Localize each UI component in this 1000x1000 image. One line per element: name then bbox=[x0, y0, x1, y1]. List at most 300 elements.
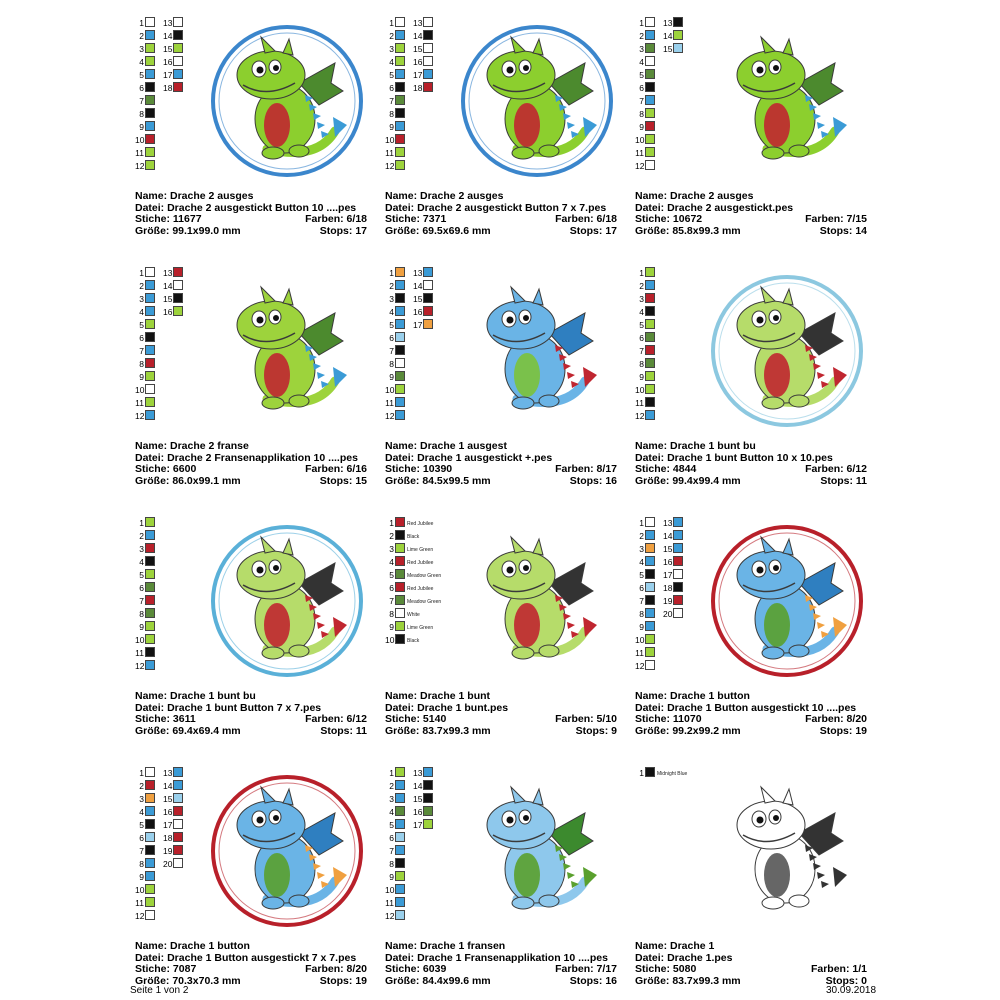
color-stop-number: 8 bbox=[389, 609, 394, 619]
color-stop-number: 11 bbox=[135, 148, 144, 158]
color-swatch bbox=[145, 660, 155, 670]
color-stop bbox=[663, 569, 683, 579]
color-swatch bbox=[645, 543, 655, 553]
color-swatch bbox=[145, 517, 155, 527]
color-swatch bbox=[145, 147, 155, 157]
color-count: Farben: 8/20 bbox=[805, 713, 867, 725]
design-info bbox=[635, 191, 867, 237]
color-swatch bbox=[173, 43, 183, 53]
color-count: Farben: 7/15 bbox=[805, 213, 867, 225]
design-card bbox=[385, 267, 617, 497]
color-stop bbox=[135, 358, 155, 368]
color-swatch bbox=[173, 845, 183, 855]
color-stop-number: 9 bbox=[639, 622, 644, 632]
color-stop bbox=[163, 280, 183, 290]
color-swatch bbox=[423, 82, 433, 92]
color-stop-number: 9 bbox=[639, 372, 644, 382]
color-stop-number: 11 bbox=[385, 898, 394, 908]
color-swatch bbox=[395, 371, 405, 381]
color-swatch bbox=[645, 582, 655, 592]
color-stop-number: 7 bbox=[139, 596, 144, 606]
color-stop bbox=[135, 582, 155, 592]
color-stop bbox=[135, 82, 155, 92]
design-name: Name: Drache 2 ausges bbox=[135, 190, 254, 202]
stitch-count: Stiche: 10672 bbox=[635, 213, 703, 225]
color-swatch bbox=[645, 767, 655, 777]
color-stop-number: 17 bbox=[413, 820, 423, 830]
color-swatch bbox=[423, 767, 433, 777]
color-swatch bbox=[645, 384, 655, 394]
color-swatch bbox=[395, 30, 405, 40]
color-stop-number: 2 bbox=[139, 531, 144, 541]
color-swatch bbox=[395, 82, 405, 92]
color-stop-number: 5 bbox=[639, 570, 644, 580]
color-stop bbox=[385, 621, 433, 631]
color-stop-number: 11 bbox=[135, 648, 144, 658]
color-stop bbox=[385, 108, 405, 118]
stop-count: Stops: 17 bbox=[319, 224, 367, 237]
color-stop-number: 5 bbox=[389, 570, 394, 580]
color-swatch bbox=[173, 806, 183, 816]
color-stop bbox=[635, 267, 655, 277]
color-swatch bbox=[645, 332, 655, 342]
color-stop bbox=[635, 358, 655, 368]
color-swatch bbox=[173, 793, 183, 803]
color-stop bbox=[635, 621, 655, 631]
color-stop bbox=[413, 43, 433, 53]
color-swatch bbox=[673, 595, 683, 605]
color-swatch bbox=[145, 280, 155, 290]
color-stop bbox=[413, 780, 433, 790]
stitch-count: Stiche: 6600 bbox=[135, 463, 197, 475]
stitch-count: Stiche: 3611 bbox=[135, 713, 196, 725]
color-stop bbox=[135, 832, 155, 842]
color-swatch bbox=[395, 56, 405, 66]
design-card bbox=[385, 767, 617, 997]
color-stop bbox=[663, 517, 683, 527]
color-stop bbox=[413, 793, 433, 803]
color-swatch bbox=[395, 517, 405, 527]
color-stop-number: 12 bbox=[135, 911, 145, 921]
design-name: Name: Drache 1 bunt bu bbox=[635, 440, 756, 452]
color-stop bbox=[135, 410, 155, 420]
color-swatch bbox=[395, 845, 405, 855]
thread-name: Midnight Blue bbox=[657, 771, 688, 777]
color-stop-number: 15 bbox=[163, 294, 173, 304]
design-info bbox=[385, 691, 617, 737]
thread-name: Lime Green bbox=[407, 547, 434, 553]
color-stop bbox=[635, 543, 655, 553]
color-swatch bbox=[145, 595, 155, 605]
color-stop bbox=[163, 30, 183, 40]
color-stop bbox=[163, 293, 183, 303]
color-stop bbox=[385, 371, 405, 381]
color-swatch bbox=[673, 556, 683, 566]
color-swatch bbox=[645, 43, 655, 53]
color-stop bbox=[135, 134, 155, 144]
color-swatch bbox=[673, 17, 683, 27]
color-stop-number: 1 bbox=[139, 518, 144, 528]
color-stop bbox=[635, 17, 655, 27]
color-swatch bbox=[423, 293, 433, 303]
color-stop-number: 1 bbox=[139, 18, 144, 28]
color-stop-number: 10 bbox=[385, 885, 395, 895]
color-swatch bbox=[645, 293, 655, 303]
color-swatch bbox=[173, 832, 183, 842]
color-stop-number: 10 bbox=[635, 385, 645, 395]
color-stop bbox=[385, 306, 405, 316]
color-stop bbox=[385, 358, 405, 368]
color-stop-number: 1 bbox=[639, 768, 644, 778]
color-stop bbox=[635, 556, 655, 566]
color-stop bbox=[163, 858, 183, 868]
color-swatch bbox=[145, 134, 155, 144]
color-stop-number: 7 bbox=[139, 846, 144, 856]
color-swatch bbox=[395, 608, 405, 618]
color-swatch bbox=[645, 595, 655, 605]
color-stop-number: 11 bbox=[385, 398, 394, 408]
color-stop bbox=[385, 806, 405, 816]
color-stop-number: 12 bbox=[635, 411, 645, 421]
color-swatch bbox=[645, 371, 655, 381]
color-stop bbox=[635, 121, 655, 131]
color-stop bbox=[413, 30, 433, 40]
color-stop bbox=[663, 608, 683, 618]
color-stop bbox=[413, 69, 433, 79]
color-stop bbox=[635, 108, 655, 118]
color-swatch bbox=[145, 332, 155, 342]
color-swatch bbox=[395, 108, 405, 118]
color-swatch bbox=[173, 17, 183, 27]
color-swatch bbox=[645, 147, 655, 157]
color-stop bbox=[135, 293, 155, 303]
color-stop bbox=[663, 43, 683, 53]
color-stop-number: 7 bbox=[389, 846, 394, 856]
color-swatch bbox=[173, 30, 183, 40]
design-size: Größe: 99.2x99.2 mm bbox=[635, 724, 741, 737]
color-swatch bbox=[173, 280, 183, 290]
color-count: Farben: 6/12 bbox=[805, 463, 867, 475]
color-swatch bbox=[145, 767, 155, 777]
color-swatch bbox=[673, 43, 683, 53]
color-swatch bbox=[145, 858, 155, 868]
color-stop-number: 8 bbox=[139, 109, 144, 119]
design-file: Datei: Drache 1 Fransenapplikation 10 ....pes bbox=[385, 951, 608, 964]
color-stop-number: 4 bbox=[639, 307, 644, 317]
color-stop bbox=[385, 30, 405, 40]
color-stop bbox=[135, 397, 155, 407]
color-stop-number: 15 bbox=[163, 794, 173, 804]
thread-name: Red Jubilee bbox=[407, 586, 434, 592]
design-file: Datei: Drache 2 ausgestickt Button 7 x 7.pes bbox=[385, 201, 607, 214]
color-swatch bbox=[395, 345, 405, 355]
color-swatch bbox=[145, 160, 155, 170]
color-stop bbox=[385, 280, 405, 290]
color-stop bbox=[413, 767, 433, 777]
color-count: Farben: 6/18 bbox=[555, 213, 617, 225]
color-stop-number: 7 bbox=[389, 96, 394, 106]
design-info bbox=[385, 191, 617, 237]
stop-count: Stops: 16 bbox=[569, 474, 617, 487]
design-name: Name: Drache 1 bbox=[635, 940, 715, 952]
color-stop-number: 14 bbox=[413, 781, 423, 791]
color-swatch bbox=[395, 43, 405, 53]
color-swatch bbox=[173, 858, 183, 868]
color-stop-number: 14 bbox=[163, 281, 173, 291]
color-stop-number: 3 bbox=[389, 544, 394, 554]
color-stop bbox=[135, 608, 155, 618]
color-swatch bbox=[173, 82, 183, 92]
color-swatch bbox=[395, 780, 405, 790]
color-swatch bbox=[395, 793, 405, 803]
color-swatch bbox=[645, 660, 655, 670]
color-stop bbox=[385, 884, 405, 894]
thread-name: Lime Green bbox=[407, 625, 434, 631]
color-stop-number: 10 bbox=[635, 635, 645, 645]
color-stop-number: 3 bbox=[639, 294, 644, 304]
color-swatch bbox=[395, 595, 405, 605]
stop-count: Stops: 15 bbox=[319, 474, 367, 487]
color-swatch bbox=[395, 160, 405, 170]
page-number: Seite 1 von 2 bbox=[130, 985, 189, 996]
color-swatch bbox=[423, 793, 433, 803]
color-swatch bbox=[145, 582, 155, 592]
color-stop bbox=[385, 556, 433, 566]
color-stop-number: 5 bbox=[639, 70, 644, 80]
color-stop-number: 14 bbox=[413, 31, 423, 41]
color-stop-number: 7 bbox=[639, 346, 644, 356]
color-swatch bbox=[645, 517, 655, 527]
color-stop bbox=[635, 634, 655, 644]
color-stop-number: 2 bbox=[639, 281, 644, 291]
color-count: Farben: 6/18 bbox=[305, 213, 367, 225]
dragon-embroidery-preview bbox=[207, 771, 367, 931]
color-stop-number: 10 bbox=[135, 135, 145, 145]
color-swatch bbox=[645, 121, 655, 131]
color-stop-number: 9 bbox=[139, 122, 144, 132]
color-stop-number: 11 bbox=[635, 148, 644, 158]
color-stop-number: 9 bbox=[639, 122, 644, 132]
color-stop bbox=[635, 82, 655, 92]
dragon-belly bbox=[764, 603, 790, 647]
stop-count: Stops: 11 bbox=[320, 724, 367, 737]
color-stop-number: 7 bbox=[639, 596, 644, 606]
color-stop-number: 12 bbox=[385, 911, 395, 921]
color-stop bbox=[135, 845, 155, 855]
dragon-belly bbox=[514, 603, 540, 647]
design-file: Datei: Drache 1 Button ausgestickt 7 x 7.pes bbox=[135, 951, 357, 964]
color-stop bbox=[163, 819, 183, 829]
color-stop-number: 4 bbox=[139, 57, 144, 67]
color-stop bbox=[163, 780, 183, 790]
color-stop-number: 9 bbox=[389, 372, 394, 382]
color-stop-number: 17 bbox=[663, 570, 673, 580]
color-stop-number: 11 bbox=[385, 148, 394, 158]
color-stop bbox=[635, 660, 655, 670]
color-swatch bbox=[145, 358, 155, 368]
color-stop-number: 15 bbox=[163, 44, 173, 54]
color-stop bbox=[663, 582, 683, 592]
color-swatch bbox=[395, 858, 405, 868]
design-name: Name: Drache 2 ausges bbox=[635, 190, 754, 202]
design-info bbox=[135, 441, 367, 487]
stop-count: Stops: 0 bbox=[825, 974, 867, 987]
color-stop bbox=[135, 160, 155, 170]
color-stop bbox=[135, 517, 155, 527]
color-swatch bbox=[145, 293, 155, 303]
color-stop bbox=[385, 17, 405, 27]
color-stop-number: 2 bbox=[139, 281, 144, 291]
color-stop-number: 9 bbox=[389, 622, 394, 632]
color-stop-number: 13 bbox=[163, 768, 173, 778]
color-stop bbox=[635, 595, 655, 605]
color-stop bbox=[635, 647, 655, 657]
color-swatch bbox=[645, 397, 655, 407]
color-swatch bbox=[145, 780, 155, 790]
color-stop-number: 7 bbox=[139, 96, 144, 106]
color-stop bbox=[635, 517, 655, 527]
color-stop-number: 4 bbox=[389, 807, 394, 817]
color-stop bbox=[135, 384, 155, 394]
design-info bbox=[635, 941, 867, 987]
color-swatch bbox=[423, 319, 433, 329]
color-stop bbox=[413, 319, 433, 329]
color-swatch bbox=[395, 582, 405, 592]
stitch-count: Stiche: 11677 bbox=[135, 213, 202, 225]
color-stop-number: 5 bbox=[389, 70, 394, 80]
color-stop bbox=[385, 793, 405, 803]
dragon-belly bbox=[514, 353, 540, 397]
color-swatch bbox=[645, 56, 655, 66]
color-stop-number: 16 bbox=[413, 57, 423, 67]
color-stop-number: 1 bbox=[389, 18, 394, 28]
color-stop-number: 2 bbox=[639, 531, 644, 541]
color-stop bbox=[385, 56, 405, 66]
color-stop bbox=[385, 634, 419, 644]
color-stop bbox=[385, 384, 405, 394]
color-swatch bbox=[145, 30, 155, 40]
color-stop bbox=[385, 410, 405, 420]
color-swatch bbox=[145, 621, 155, 631]
color-stop-number: 8 bbox=[639, 609, 644, 619]
color-stop bbox=[635, 319, 655, 329]
color-stop bbox=[135, 306, 155, 316]
color-stop-number: 1 bbox=[389, 768, 394, 778]
color-swatch bbox=[423, 819, 433, 829]
color-stop-number: 16 bbox=[163, 57, 173, 67]
dragon-belly bbox=[764, 103, 790, 147]
color-stop-number: 13 bbox=[663, 18, 673, 28]
color-stop-number: 6 bbox=[639, 83, 644, 93]
color-stop-number: 3 bbox=[139, 544, 144, 554]
color-count: Farben: 6/12 bbox=[305, 713, 367, 725]
color-stop bbox=[135, 556, 155, 566]
color-stop bbox=[413, 806, 433, 816]
color-stop bbox=[413, 17, 433, 27]
color-swatch bbox=[395, 410, 405, 420]
dragon-embroidery-preview bbox=[707, 521, 867, 681]
color-swatch bbox=[423, 43, 433, 53]
color-swatch bbox=[145, 530, 155, 540]
design-name: Name: Drache 1 fransen bbox=[385, 940, 506, 952]
stop-count: Stops: 17 bbox=[569, 224, 617, 237]
color-swatch bbox=[145, 806, 155, 816]
color-swatch bbox=[645, 17, 655, 27]
color-swatch bbox=[645, 345, 655, 355]
color-stop-number: 3 bbox=[139, 294, 144, 304]
color-stop bbox=[135, 121, 155, 131]
color-stop-number: 2 bbox=[389, 31, 394, 41]
color-stop bbox=[385, 293, 405, 303]
color-stop-number: 15 bbox=[663, 544, 673, 554]
color-stop bbox=[385, 134, 405, 144]
dragon-embroidery-preview bbox=[457, 771, 617, 931]
color-stop-number: 1 bbox=[139, 268, 144, 278]
dragon-belly bbox=[764, 853, 790, 897]
color-swatch bbox=[395, 358, 405, 368]
design-size: Größe: 85.8x99.3 mm bbox=[635, 224, 741, 237]
color-stop-number: 10 bbox=[135, 385, 145, 395]
color-swatch bbox=[145, 910, 155, 920]
color-stop bbox=[385, 832, 405, 842]
color-swatch bbox=[645, 30, 655, 40]
color-stop bbox=[635, 569, 655, 579]
design-file: Datei: Drache 2 ausgestickt.pes bbox=[635, 201, 794, 214]
color-stop-number: 19 bbox=[163, 846, 173, 856]
color-stop-number: 9 bbox=[139, 372, 144, 382]
dragon-embroidery-preview bbox=[707, 771, 867, 931]
design-card bbox=[635, 517, 867, 747]
color-swatch bbox=[395, 319, 405, 329]
color-swatch bbox=[395, 121, 405, 131]
color-swatch bbox=[423, 306, 433, 316]
color-stop bbox=[635, 293, 655, 303]
color-stop bbox=[413, 306, 433, 316]
color-stop-number: 3 bbox=[389, 294, 394, 304]
color-swatch bbox=[395, 332, 405, 342]
color-stop bbox=[635, 384, 655, 394]
color-stop bbox=[413, 280, 433, 290]
color-swatch bbox=[173, 819, 183, 829]
color-swatch bbox=[645, 358, 655, 368]
color-swatch bbox=[395, 832, 405, 842]
color-swatch bbox=[673, 530, 683, 540]
design-size: Größe: 69.4x69.4 mm bbox=[135, 724, 241, 737]
color-swatch bbox=[395, 397, 405, 407]
color-stop bbox=[135, 267, 155, 277]
color-stop bbox=[385, 845, 405, 855]
color-stop-number: 6 bbox=[139, 333, 144, 343]
design-name: Name: Drache 1 button bbox=[635, 690, 750, 702]
color-stop bbox=[163, 69, 183, 79]
color-stop bbox=[385, 582, 433, 592]
color-count: Farben: 7/17 bbox=[555, 963, 617, 975]
dragon-belly bbox=[764, 353, 790, 397]
color-swatch bbox=[173, 306, 183, 316]
color-swatch bbox=[645, 647, 655, 657]
color-swatch bbox=[145, 569, 155, 579]
color-swatch bbox=[173, 780, 183, 790]
color-stop bbox=[663, 595, 683, 605]
color-stop-number: 8 bbox=[639, 359, 644, 369]
design-file: Datei: Drache 1 bunt Button 7 x 7.pes bbox=[135, 701, 322, 714]
color-stop-number: 9 bbox=[389, 122, 394, 132]
color-swatch bbox=[423, 267, 433, 277]
color-stop bbox=[385, 543, 433, 553]
color-swatch bbox=[673, 543, 683, 553]
color-stop-number: 11 bbox=[135, 398, 144, 408]
color-stop bbox=[163, 306, 183, 316]
